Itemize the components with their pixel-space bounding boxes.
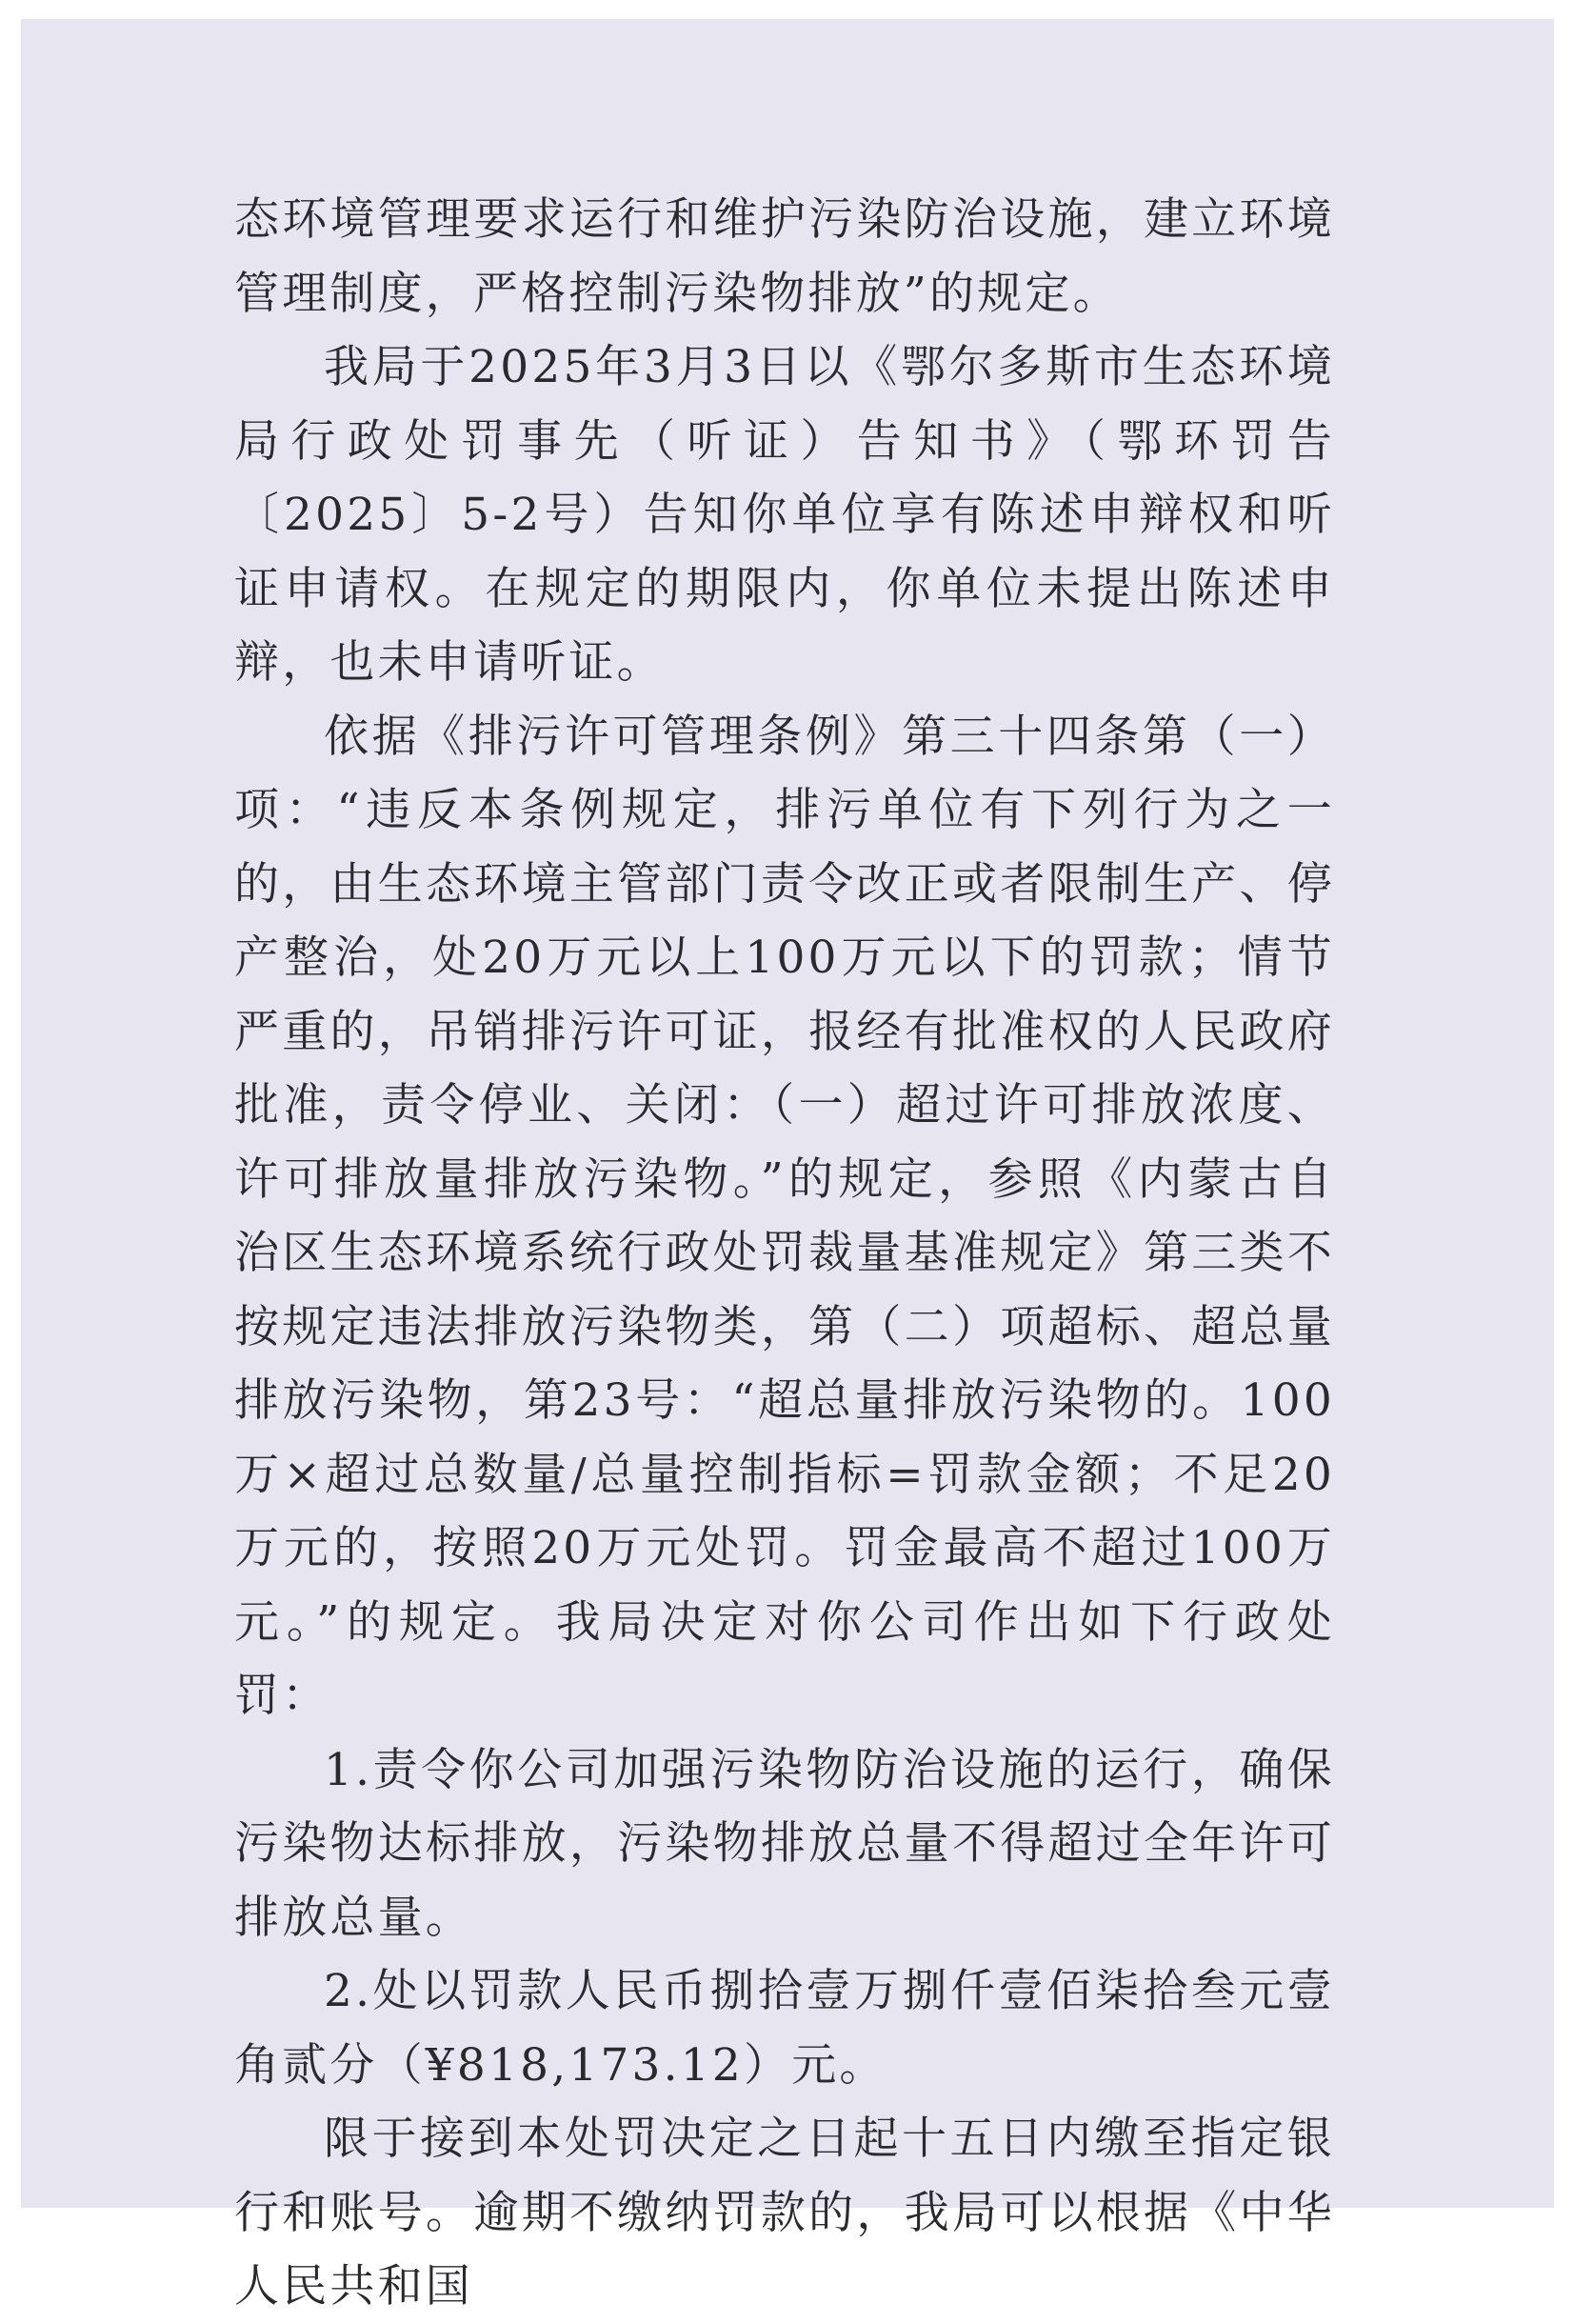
paragraph-penalty-item-1: 1.责令你公司加强污染物防治设施的运行，确保污染物达标排放，污染物排放总量不得超过全年许可排放总量。 [234, 1743, 1335, 1944]
document-body [234, 183, 1335, 2324]
paragraph-legal-basis: 依据《排污许可管理条例》第三十四条第（一）项：“违反本条例规定，排污单位有下列行为之一的，由生态环境主管部门责令改正或者限制生产、停产整治，处20万元以上100万元以下的罚款；情节严重的，吊销排污许可证，报经有批准权的人民政府批准，责令停业、关闭：（一）超过许可排放浓度、许可排放量排放污染物。”的规定，参照《内蒙古自治区生态环境系统行政处罚裁量基准规定》第三类不按规定违法排放污染物类，第（二）项超标、超总量排放污染物，第23号：“超总量排放污染物的。100万×超过总数量/总量控制指标=罚款金额；不足20万元的，按照20万元处罚。罚金最高不超过100万元。”的规定。我局决定对你公司作出如下行政处罚： [234, 710, 1335, 1722]
paragraph-hearing-notice: 我局于2025年3月3日以《鄂尔多斯市生态环境局行政处罚事先（听证）告知书》（鄂环罚告〔2025〕5-2号）告知你单位享有陈述申辩权和听证申请权。在规定的期限内，你单位未提出陈述申辩，也未申请听证。 [234, 341, 1335, 689]
paragraph-payment-deadline: 限于接到本处罚决定之日起十五日内缴至指定银行和账号。逾期不缴纳罚款的，我局可以根据《中华人民共和国 [234, 2113, 1335, 2313]
paragraph-continuation: 态环境管理要求运行和维护污染防治设施，建立环境管理制度，严格控制污染物排放”的规定。 [234, 193, 1335, 320]
paragraph-penalty-item-2: 2.处以罚款人民币捌拾壹万捌仟壹佰柒拾叁元壹角贰分（¥818,173.12）元。 [234, 1965, 1335, 2092]
